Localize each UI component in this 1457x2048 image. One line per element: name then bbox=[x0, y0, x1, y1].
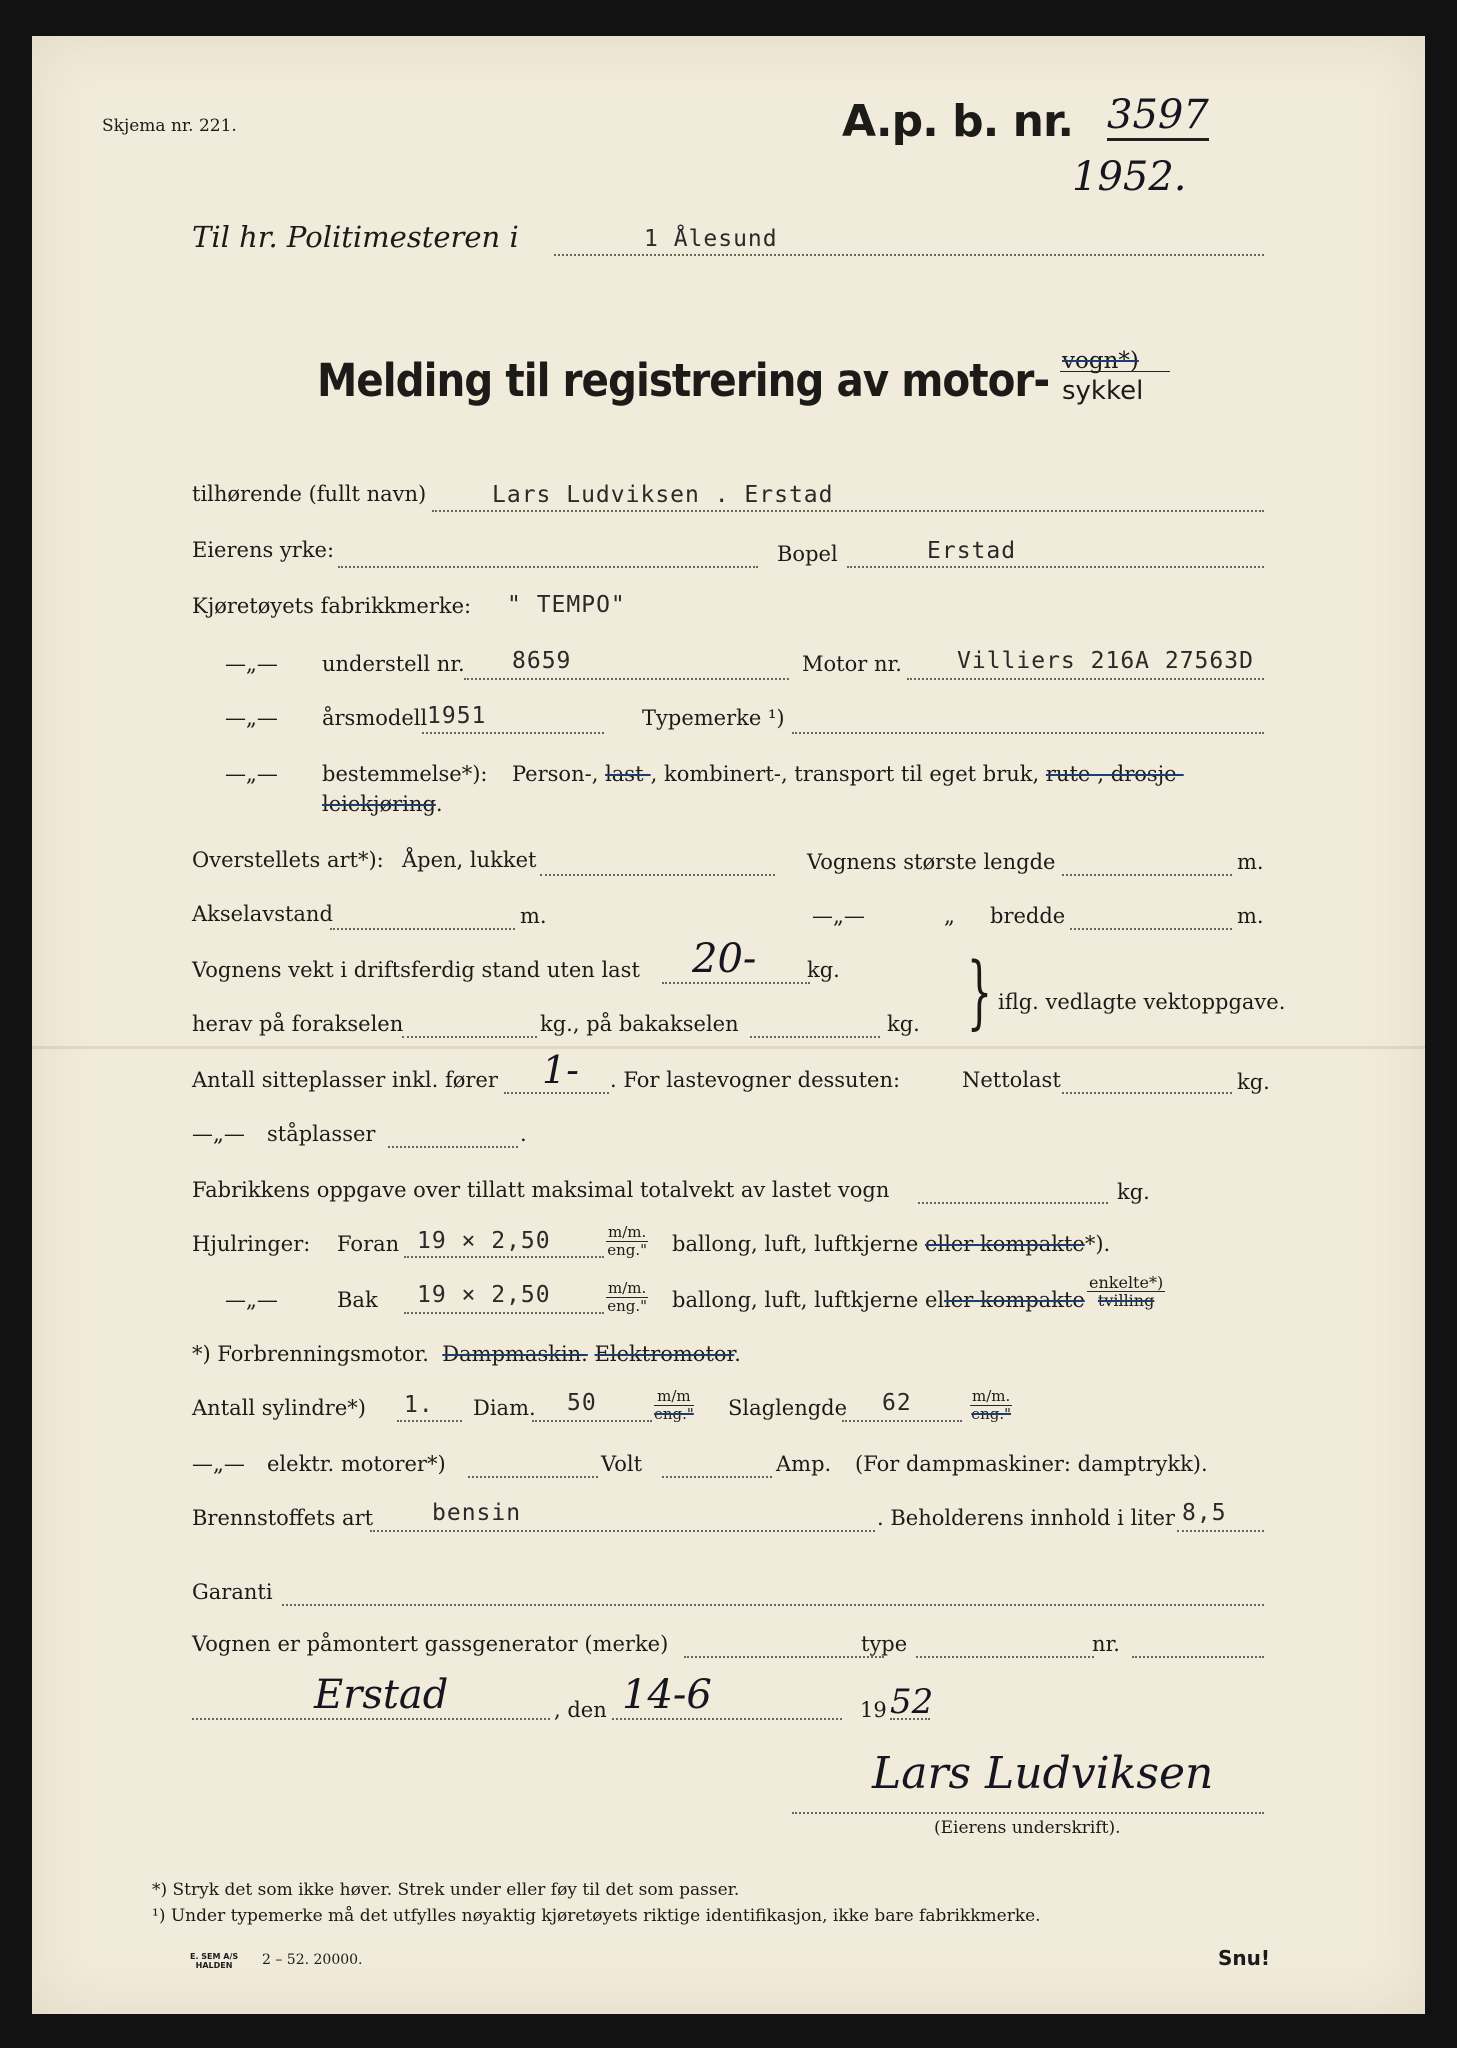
diam-value: 50 bbox=[567, 1390, 597, 1416]
wheels-label: Hjulringer: bbox=[192, 1232, 311, 1256]
rear-axle-unit: kg. bbox=[887, 1012, 920, 1036]
purpose-last: last- bbox=[605, 762, 651, 786]
printer-bottom: HALDEN bbox=[195, 1961, 233, 1970]
rear-unit-eng: eng." bbox=[607, 1297, 648, 1315]
weight-label: Vognens vekt i driftsferdig stand uten last bbox=[192, 958, 640, 982]
front-unit-eng: eng." bbox=[607, 1241, 648, 1259]
model-year-label: årsmodell bbox=[322, 706, 428, 730]
printer-mark bbox=[190, 1952, 238, 1970]
ditto-standing: —„— bbox=[192, 1122, 245, 1146]
ditto-purpose: —„— bbox=[225, 762, 278, 786]
type-mark-label: Typemerke ¹) bbox=[642, 706, 785, 730]
weight-note: iflg. vedlagte vektoppgave. bbox=[998, 990, 1286, 1014]
rear-types-strike: ler kompakte bbox=[944, 1288, 1085, 1312]
rear-types-text: ballong, luft, luftkjerne el bbox=[672, 1288, 945, 1312]
front-wheel-types bbox=[672, 1232, 1110, 1256]
seats-value: 1- bbox=[542, 1048, 580, 1092]
cylinders-value: 1. bbox=[404, 1392, 434, 1418]
max-weight-label: Fabrikkens oppgave over tillatt maksimal totalvekt av lastet vogn bbox=[192, 1178, 890, 1202]
chassis-label: understell nr. bbox=[322, 652, 465, 676]
purpose-rute: rute-, drosje- bbox=[1045, 762, 1184, 786]
footnote-2: ¹) Under typemerke må det utfylles nøyaktig kjøretøyets riktige identifikasjon, ikke bare fabrikkmerke. bbox=[152, 1906, 1041, 1926]
chassis-value: 8659 bbox=[512, 648, 572, 674]
combustion-label: *) Forbrenningsmotor. bbox=[192, 1342, 429, 1366]
front-wheel-unit bbox=[606, 1224, 648, 1259]
gas-generator-label: Vognen er påmontert gassgenerator (merke) bbox=[192, 1632, 669, 1656]
length-label: Vognens største lengde bbox=[807, 850, 1056, 874]
rear-axle-label: kg., på bakakselen bbox=[540, 1012, 739, 1036]
turn-over: Snu! bbox=[1218, 1946, 1271, 1970]
apb-year: 1952. bbox=[1072, 154, 1187, 200]
length-unit: m. bbox=[1237, 850, 1264, 874]
standing-end: . bbox=[520, 1122, 527, 1146]
tank-value: 8,5 bbox=[1182, 1500, 1227, 1526]
signature-date: 14-6 bbox=[622, 1672, 712, 1718]
seats-label: Antall sitteplasser inkl. fører bbox=[192, 1068, 498, 1092]
purpose-end: . bbox=[435, 792, 443, 816]
body-label: Overstellets art*): bbox=[192, 848, 384, 872]
printer-top: E. SEM A/S bbox=[190, 1952, 239, 1961]
diam-unit-mm: m/m bbox=[654, 1388, 694, 1406]
wheelbase-label: Akselavstand bbox=[192, 902, 333, 926]
signature-place: Erstad bbox=[314, 1672, 449, 1718]
engine-no-value: Villiers 216A 27563D bbox=[957, 648, 1254, 674]
tank-label: . Beholderens innhold i liter bbox=[877, 1506, 1175, 1530]
residence-value: Erstad bbox=[927, 538, 1017, 564]
engine-type-line bbox=[192, 1342, 741, 1366]
residence-label: Bopel bbox=[777, 542, 838, 566]
rear-wheel-types bbox=[672, 1288, 1085, 1312]
front-unit-mm: m/m. bbox=[608, 1223, 647, 1241]
electric-end: . bbox=[734, 1342, 741, 1366]
title-sykkel: sykkel bbox=[1062, 376, 1144, 406]
purpose-label: bestemmelse*): bbox=[322, 762, 488, 786]
weight-brace: } bbox=[966, 945, 993, 1038]
purpose-leie: leiekjøring bbox=[322, 792, 436, 816]
fold-line bbox=[32, 1046, 1425, 1049]
steam-label: Dampmaskin. bbox=[442, 1342, 588, 1366]
addressee-label: Til hr. Politimesteren i bbox=[192, 220, 519, 254]
title-vogn: vogn*) bbox=[1062, 348, 1139, 374]
rear-wheel-label: Bak bbox=[337, 1288, 378, 1312]
stroke-unit-eng: eng." bbox=[971, 1405, 1012, 1423]
single-label: enkelte*) bbox=[1089, 1273, 1164, 1292]
den-label: , den bbox=[554, 1698, 607, 1722]
rear-wheel-unit bbox=[606, 1280, 648, 1315]
purpose-text-2 bbox=[322, 792, 443, 816]
ditto-width: —„— bbox=[812, 904, 865, 928]
apb-number: 3597 bbox=[1107, 92, 1209, 141]
stroke-unit-mm: m/m. bbox=[972, 1387, 1011, 1405]
single-twin bbox=[1087, 1274, 1165, 1309]
model-year-value: 1951 bbox=[427, 703, 487, 729]
gas-nr-label: nr. bbox=[1092, 1632, 1120, 1656]
amp-label: Amp. bbox=[776, 1452, 832, 1476]
net-load-label: Nettolast bbox=[962, 1068, 1061, 1092]
diam-label: Diam. bbox=[473, 1396, 536, 1420]
ditto-rear-wheel: —„— bbox=[225, 1288, 278, 1312]
front-types-text: ballong, luft, luftkjerne bbox=[672, 1232, 919, 1256]
standing-label: ståplasser bbox=[267, 1122, 376, 1146]
volt-label: Volt bbox=[601, 1452, 643, 1476]
brand-label: Kjøretøyets fabrikkmerke: bbox=[192, 594, 472, 618]
rear-wheel-value: 19 × 2,50 bbox=[417, 1282, 551, 1308]
signature-caption: (Eierens underskrift). bbox=[934, 1818, 1121, 1838]
form-title: Melding til registrering av motor- bbox=[317, 354, 1050, 407]
year-suffix: 52 bbox=[890, 1682, 934, 1722]
front-types-end: *). bbox=[1084, 1232, 1111, 1256]
rear-unit-mm: m/m. bbox=[608, 1279, 647, 1297]
front-axle-label: herav på forakselen bbox=[192, 1012, 404, 1036]
purpose-person: Person-, bbox=[512, 762, 599, 786]
year-prefix: 19 bbox=[860, 1698, 887, 1722]
steam-note: (For dampmaskiner: damptrykk). bbox=[855, 1452, 1208, 1476]
cylinders-label: Antall sylindre*) bbox=[192, 1396, 366, 1420]
owner-signature: Lars Ludviksen bbox=[872, 1748, 1214, 1799]
warranty-label: Garanti bbox=[192, 1580, 273, 1604]
front-wheel-value: 19 × 2,50 bbox=[417, 1228, 551, 1254]
ditto-model-year: —„— bbox=[225, 706, 278, 730]
engine-no-label: Motor nr. bbox=[802, 652, 902, 676]
occupation-label: Eierens yrke: bbox=[192, 538, 335, 562]
ditto-electric: —„— bbox=[192, 1452, 245, 1476]
print-run: 2 – 52. 20000. bbox=[262, 1952, 363, 1968]
wheelbase-unit: m. bbox=[520, 904, 547, 928]
width-quote: „ bbox=[944, 904, 955, 928]
net-load-unit: kg. bbox=[1237, 1070, 1270, 1094]
body-value: Åpen, lukket bbox=[402, 848, 537, 872]
width-unit: m. bbox=[1237, 904, 1264, 928]
max-weight-unit: kg. bbox=[1117, 1180, 1150, 1204]
weight-value: 20- bbox=[692, 936, 757, 982]
brand-value: " TEMPO" bbox=[507, 592, 626, 618]
gas-type-label: type bbox=[861, 1632, 908, 1656]
diam-unit-eng: eng." bbox=[654, 1405, 694, 1423]
front-wheel-label: Foran bbox=[337, 1232, 400, 1256]
width-label: bredde bbox=[990, 904, 1066, 928]
twin-label: tvilling bbox=[1097, 1291, 1155, 1310]
purpose-middle: , kombinert-, transport til eget bruk, bbox=[650, 762, 1040, 786]
elec-motor-label: elektr. motorer*) bbox=[267, 1452, 446, 1476]
stroke-unit bbox=[970, 1388, 1012, 1423]
apb-stamp: A.p. b. nr. bbox=[842, 96, 1074, 147]
owner-name-value: Lars Ludviksen . Erstad bbox=[492, 482, 834, 508]
fuel-value: bensin bbox=[432, 1500, 522, 1526]
weight-unit: kg. bbox=[807, 958, 840, 982]
ditto-chassis: —„— bbox=[225, 652, 278, 676]
fuel-label: Brennstoffets art bbox=[192, 1506, 374, 1530]
purpose-text bbox=[512, 762, 1184, 786]
schema-number: Skjema nr. 221. bbox=[102, 116, 237, 136]
electric-label: Elektromotor bbox=[594, 1342, 735, 1366]
form-paper bbox=[32, 36, 1425, 2014]
stroke-label: Slaglengde bbox=[728, 1396, 848, 1420]
truck-label: . For lastevogner dessuten: bbox=[610, 1068, 901, 1092]
diam-unit bbox=[654, 1388, 694, 1423]
footnote-1: *) Stryk det som ikke høver. Strek under eller føy til det som passer. bbox=[152, 1880, 740, 1900]
owner-name-label: tilhørende (fullt navn) bbox=[192, 482, 427, 506]
stroke-value: 62 bbox=[882, 1390, 912, 1416]
addressee-value: 1 Ålesund bbox=[644, 226, 778, 252]
front-types-strike: eller kompakte bbox=[924, 1232, 1085, 1256]
